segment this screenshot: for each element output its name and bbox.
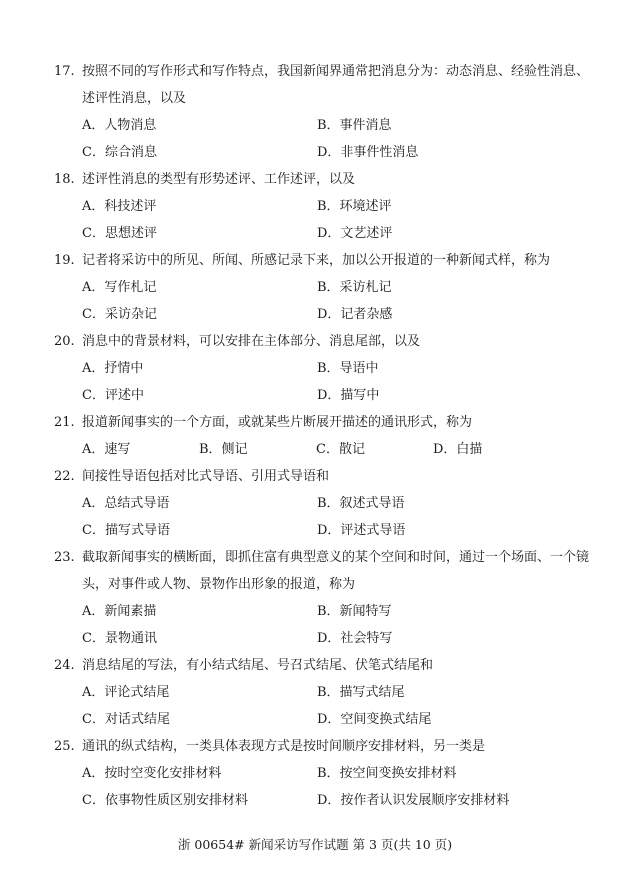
question-text: 截取新闻事实的横断面，即抓住富有典型意义的某个空间和时间，通过一个场面、一个镜头，对事件或人物、景物作出形象的报道，称为 (82, 550, 590, 592)
option-a: A．按时空变化安排材料 (82, 766, 222, 781)
option-d: D．空间变换式结尾 (317, 712, 432, 727)
option-d: D．描写中 (317, 388, 380, 403)
option-c: C．采访杂记 (82, 307, 157, 322)
question-19 (54, 247, 594, 328)
question-text: 消息结尾的写法，有小结式结尾、号召式结尾、伏笔式结尾和 (82, 658, 434, 673)
option-d: D．记者杂感 (317, 307, 393, 322)
question-21 (54, 409, 594, 463)
question-number: 17. (54, 64, 75, 79)
option-b: B．按空间变换安排材料 (317, 766, 457, 781)
question-number: 19. (54, 253, 75, 268)
option-c: C．依事物性质区别安排材料 (82, 793, 248, 808)
option-row (54, 787, 594, 814)
option-d: D．白描 (433, 442, 483, 457)
question-stem (54, 463, 594, 490)
option-row (54, 220, 594, 247)
question-stem (54, 247, 594, 274)
question-17 (54, 58, 594, 166)
option-row (54, 679, 594, 706)
option-c: C．对话式结尾 (82, 712, 170, 727)
option-a: A．新闻素描 (82, 604, 157, 619)
option-row (54, 301, 594, 328)
option-a: A．总结式导语 (82, 496, 170, 511)
question-text: 按照不同的写作形式和写作特点，我国新闻界通常把消息分为：动态消息、经验性消息、述评性消息，以及 (82, 64, 590, 106)
option-b: B．侧记 (199, 442, 248, 457)
option-row (54, 490, 594, 517)
question-number: 18. (54, 172, 75, 187)
option-row (54, 760, 594, 787)
option-c: C．景物通讯 (82, 631, 157, 646)
option-b: B．描写式结尾 (317, 685, 405, 700)
option-row (54, 706, 594, 733)
option-row (54, 382, 594, 409)
question-text: 间接性导语包括对比式导语、引用式导语和 (82, 469, 330, 484)
option-a: A．写作札记 (82, 280, 157, 295)
option-d: D．文艺述评 (317, 226, 393, 241)
question-number: 23. (54, 550, 75, 565)
question-23 (54, 544, 594, 652)
question-24 (54, 652, 594, 733)
question-stem (54, 733, 594, 760)
question-text: 通讯的纵式结构，一类具体表现方式是按时间顺序安排材料，另一类是 (82, 739, 486, 754)
option-row (54, 193, 594, 220)
option-b: B．新闻特写 (317, 604, 392, 619)
option-row (54, 112, 594, 139)
question-stem (54, 58, 594, 112)
option-b: B．导语中 (317, 361, 379, 376)
question-text: 述评性消息的类型有形势述评、工作述评，以及 (82, 172, 356, 187)
question-number: 20. (54, 334, 75, 349)
option-row (54, 517, 594, 544)
option-c: C．思想述评 (82, 226, 157, 241)
option-c: C．评述中 (82, 388, 144, 403)
option-c: C．散记 (316, 442, 365, 457)
option-b: B．采访札记 (317, 280, 392, 295)
option-row (54, 436, 594, 463)
option-row (54, 625, 594, 652)
option-row (54, 139, 594, 166)
option-b: B．叙述式导语 (317, 496, 405, 511)
option-a: A．速写 (82, 442, 131, 457)
question-stem (54, 652, 594, 679)
option-row (54, 274, 594, 301)
question-20 (54, 328, 594, 409)
question-number: 21. (54, 415, 75, 430)
option-b: B．环境述评 (317, 199, 392, 214)
option-d: D．社会特写 (317, 631, 393, 646)
option-a: A．科技述评 (82, 199, 157, 214)
question-number: 22. (54, 469, 75, 484)
question-25 (54, 733, 594, 814)
option-a: A．抒情中 (82, 361, 144, 376)
option-c: C．描写式导语 (82, 523, 170, 538)
question-stem (54, 544, 594, 598)
question-18 (54, 166, 594, 247)
option-b: B．事件消息 (317, 118, 392, 133)
page-footer: 浙 00654# 新闻采访写作试题 第 3 页(共 10 页) (177, 837, 453, 852)
question-text: 消息中的背景材料，可以安排在主体部分、消息尾部，以及 (82, 334, 421, 349)
option-d: D．评述式导语 (317, 523, 406, 538)
option-a: A．评论式结尾 (82, 685, 170, 700)
option-c: C．综合消息 (82, 145, 157, 160)
question-stem (54, 409, 594, 436)
option-d: D．按作者认识发展顺序安排材料 (317, 793, 510, 808)
question-text: 记者将采访中的所见、所闻、所感记录下来，加以公开报道的一种新闻式样，称为 (82, 253, 551, 268)
question-number: 24. (54, 658, 75, 673)
option-a: A．人物消息 (82, 118, 157, 133)
option-row (54, 598, 594, 625)
question-list (54, 58, 594, 814)
question-stem (54, 328, 594, 355)
question-number: 25. (54, 739, 75, 754)
question-text: 报道新闻事实的一个方面，或就某些片断展开描述的通讯形式，称为 (82, 415, 473, 430)
question-stem (54, 166, 594, 193)
question-22 (54, 463, 594, 544)
option-row (54, 355, 594, 382)
option-d: D．非事件性消息 (317, 145, 419, 160)
